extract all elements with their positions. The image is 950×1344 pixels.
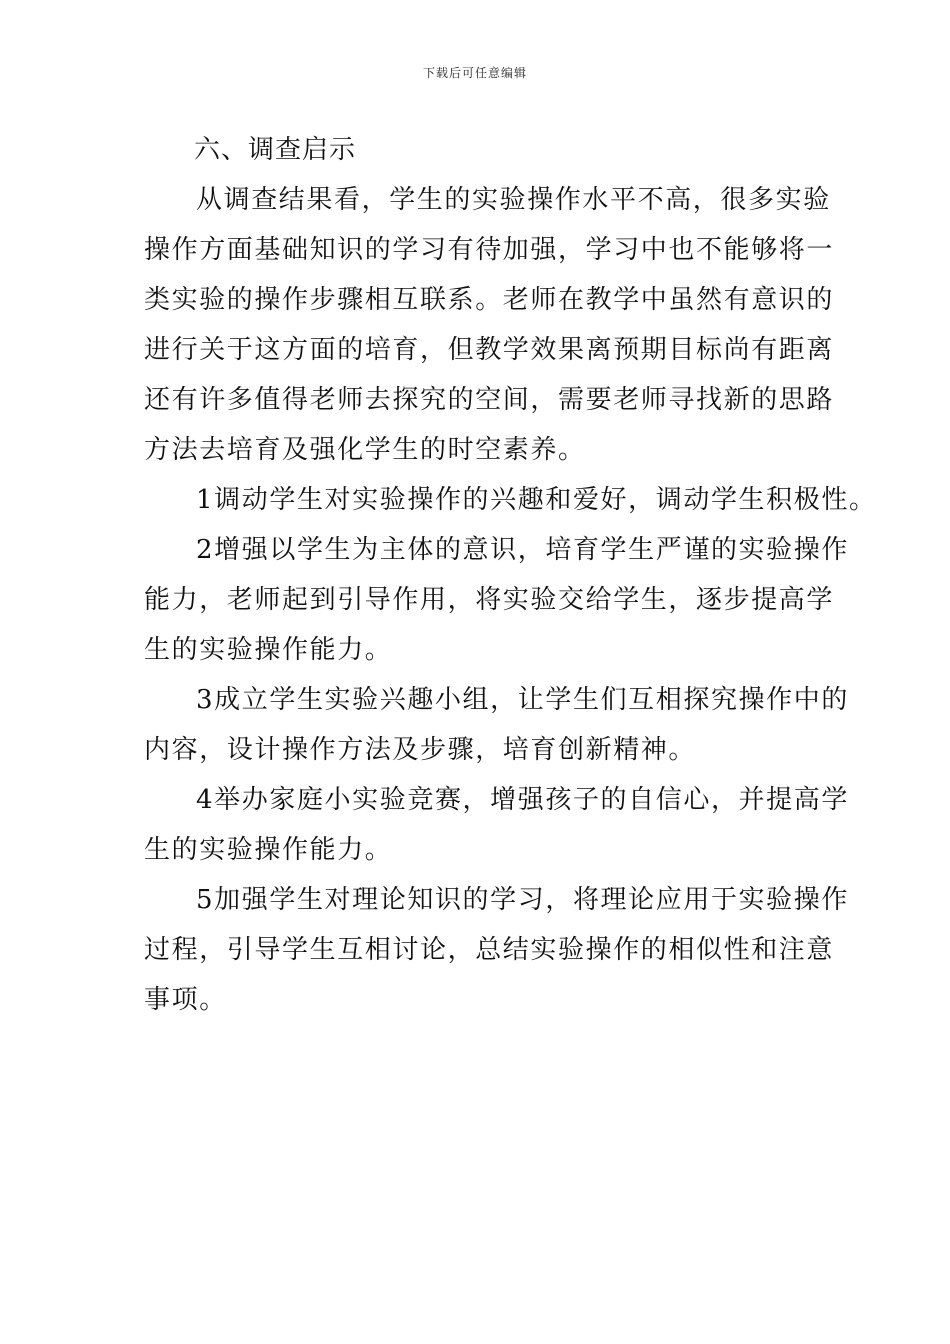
list-item-4: 4举办家庭小实验竞赛，增强孩子的自信心，并提高学 (196, 785, 849, 815)
paragraph-line: 从调查结果看，学生的实验操作水平不高，很多实验 (196, 185, 831, 215)
list-item-4-continued: 生的实验操作能力。 (144, 835, 393, 865)
list-item-3: 3成立学生实验兴趣小组，让学生们互相探究操作中的 (196, 685, 849, 715)
list-item-2: 2增强以学生为主体的意识，培育学生严谨的实验操作 (196, 535, 849, 565)
paragraph-line: 进行关于这方面的培育，但教学效果离预期目标尚有距离 (144, 335, 835, 365)
section-heading: 六、调查启示 (194, 135, 357, 165)
page-header: 下载后可任意编辑 (422, 66, 527, 80)
paragraph-line: 还有许多值得老师去探究的空间，需要老师寻找新的思路 (144, 385, 835, 415)
list-item-5-continued: 过程，引导学生互相讨论，总结实验操作的相似性和注意 (144, 935, 835, 965)
paragraph-line: 方法去培育及强化学生的时空素养。 (144, 435, 586, 465)
paragraph-line: 操作方面基础知识的学习有待加强，学习中也不能够将一 (144, 235, 835, 265)
list-item-5-continued: 事项。 (144, 985, 227, 1015)
list-item-5: 5加强学生对理论知识的学习，将理论应用于实验操作 (196, 885, 849, 915)
list-item-2-continued: 生的实验操作能力。 (144, 635, 393, 665)
list-item-1: 1调动学生对实验操作的兴趣和爱好，调动学生积极性。 (196, 485, 877, 515)
paragraph-line: 类实验的操作步骤相互联系。老师在教学中虽然有意识的 (144, 285, 835, 315)
list-item-2-continued: 能力，老师起到引导作用，将实验交给学生，逐步提高学 (144, 585, 835, 615)
list-item-3-continued: 内容，设计操作方法及步骤，培育创新精神。 (144, 735, 697, 765)
